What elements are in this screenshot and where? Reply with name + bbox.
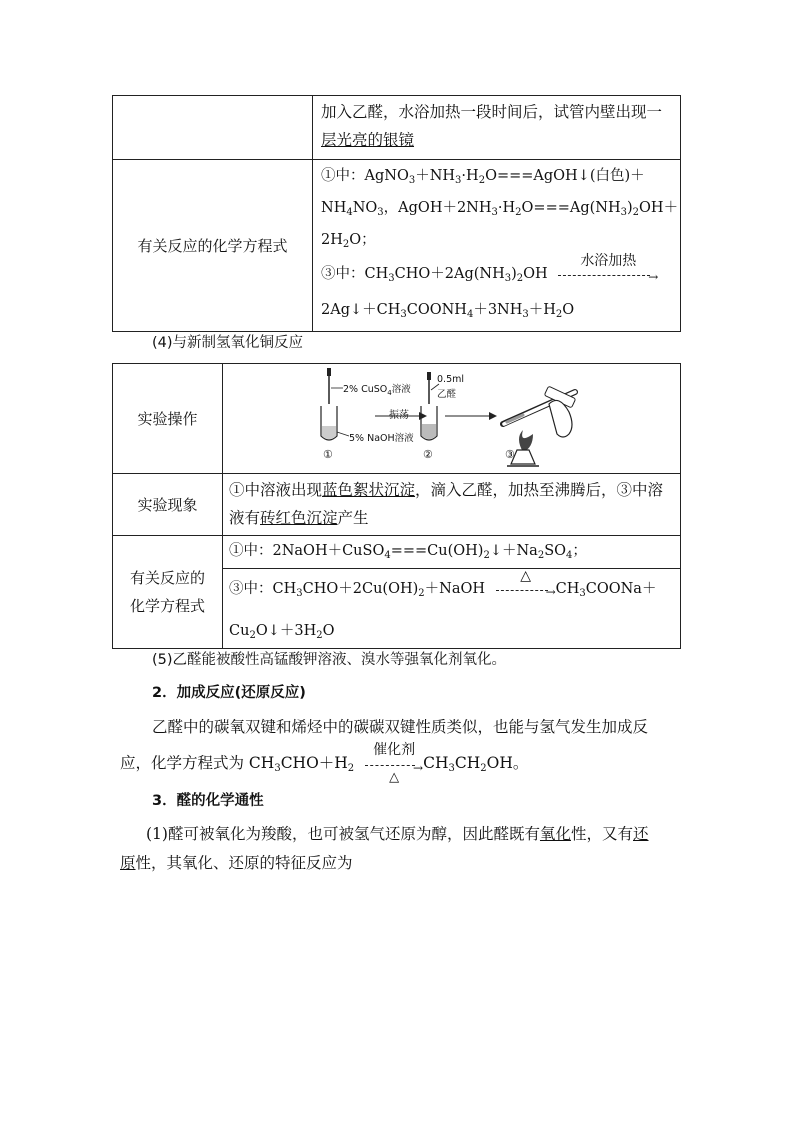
phenomenon-text-line-2: 液有砖红色沉淀产生	[229, 509, 369, 527]
paragraph-3-line-2: 原性，其氧化、还原的特征反应为	[120, 854, 353, 872]
reaction-table-copper-hydroxide	[112, 363, 681, 649]
aldehyde-label: 乙醛	[437, 389, 457, 400]
phenomenon-cell	[313, 96, 681, 160]
equation-line-1: ①中：$AgNO_3+NH_3\cdot H_2O===AgOH↓$(白色)＋	[321, 168, 645, 186]
phenomenon-text-line-1: ①中溶液出现蓝色絮状沉淀，滴入乙醛，加热至沸腾后，③中溶	[229, 481, 664, 499]
section-2-heading: 2．加成反应(还原反应)	[152, 685, 306, 701]
equation-line-5: $2Ag↓+CH_3COONH_4+3NH_3+H_2O$	[321, 302, 575, 320]
equation-2-cell	[223, 569, 681, 649]
operation-figure-cell	[223, 364, 681, 474]
cu-equation-1: ①中：$2NaOH+CuSO_4===Cu(OH)_2↓+Na_2SO_4$；	[229, 543, 587, 561]
step-3-number: ③	[505, 448, 515, 461]
equations-label-line-2: 化学方程式	[129, 597, 205, 615]
equation-1-cell	[223, 536, 681, 569]
heat-arrow	[496, 568, 556, 599]
step-1-number: ①	[323, 448, 333, 461]
paragraph-2-line-2: 应，化学方程式为 $CH_3CHO+H_2$ 催化剂 → △ $CH_3CH_2OH$。	[120, 752, 528, 774]
cu-equation-2: ③中：$CH_3CHO+2Cu(OH)_2+NaOH$ △ → $CH_3COONa+$	[229, 579, 656, 599]
condition-water-bath: 水浴加热	[580, 253, 637, 269]
arrow-head-icon: →	[648, 270, 659, 284]
arrow-head-icon: →	[545, 585, 556, 599]
volume-label: 0.5ml	[437, 374, 465, 385]
equations-label-line-1: 有关反应的	[129, 569, 205, 587]
reaction-arrow	[558, 253, 659, 284]
phenomenon-label: 实验现象	[137, 496, 198, 514]
phenomenon-text-cell	[223, 474, 681, 536]
dropper-1-icon	[327, 368, 331, 404]
test-tube-2-icon	[421, 406, 437, 440]
paragraph-3-line-1: (1)醛可被氧化为羧酸，也可被氢气还原为醇，因此醛既有氧化性，又有还	[146, 825, 649, 843]
reagent-naoh-label: 5% NaOH溶液	[349, 433, 414, 444]
equation-line-2: $NH_4NO_3$，$AgOH+2NH_3\cdot H_2O===Ag(NH_3)_2OH+$	[321, 200, 679, 218]
cu-equation-3: $Cu_2O↓+3H_2O$	[229, 623, 335, 641]
equation-cell	[313, 160, 681, 332]
equation-label: 有关反应的化学方程式	[137, 237, 288, 255]
reaction-table-silver-mirror	[112, 95, 681, 332]
paragraph-2-line-1: 乙醛中的碳氧双键和烯烃中的碳碳双键性质类似，也能与氢气发生加成反	[152, 718, 649, 736]
section-3-heading: 3．醛的化学通性	[152, 793, 264, 809]
reagent-cuso4-label: 2% CuSO$_4$溶液	[343, 384, 411, 397]
phenomenon-line-1: 加入乙醛，水浴加热一段时间后，试管内壁出现一	[321, 103, 663, 121]
step-2-number: ②	[423, 448, 433, 461]
operation-label: 实验操作	[137, 410, 198, 428]
equation-line-3: $2H_2O$；	[321, 232, 376, 250]
catalyst-arrow	[365, 742, 424, 785]
condition-heat: △	[520, 568, 532, 584]
item-5: (5)乙醛能被酸性高锰酸钾溶液、溴水等强氧化剂氧化。	[152, 652, 507, 668]
dropper-2-icon	[427, 372, 431, 404]
equation-line-4: ③中：$CH_3CHO+2Ag(NH_3)_2OH$ 水浴加热 →	[321, 264, 658, 284]
condition-catalyst: 催化剂	[373, 742, 416, 758]
equation-label-cell	[113, 160, 313, 332]
heading-4: (4)与新制氢氧化铜反应	[152, 335, 304, 351]
test-tube-1-icon	[321, 406, 337, 440]
equations-label-cell	[113, 536, 223, 649]
condition-heat-below: △	[389, 770, 400, 785]
phenomenon-line-2: 层光亮的银镜	[321, 131, 415, 149]
operation-label-cell	[113, 364, 223, 474]
phenomenon-label-cell	[113, 474, 223, 536]
shake-label: 振荡	[389, 410, 409, 421]
arrow-head-icon: →	[413, 761, 424, 775]
empty-label-cell	[113, 96, 313, 160]
